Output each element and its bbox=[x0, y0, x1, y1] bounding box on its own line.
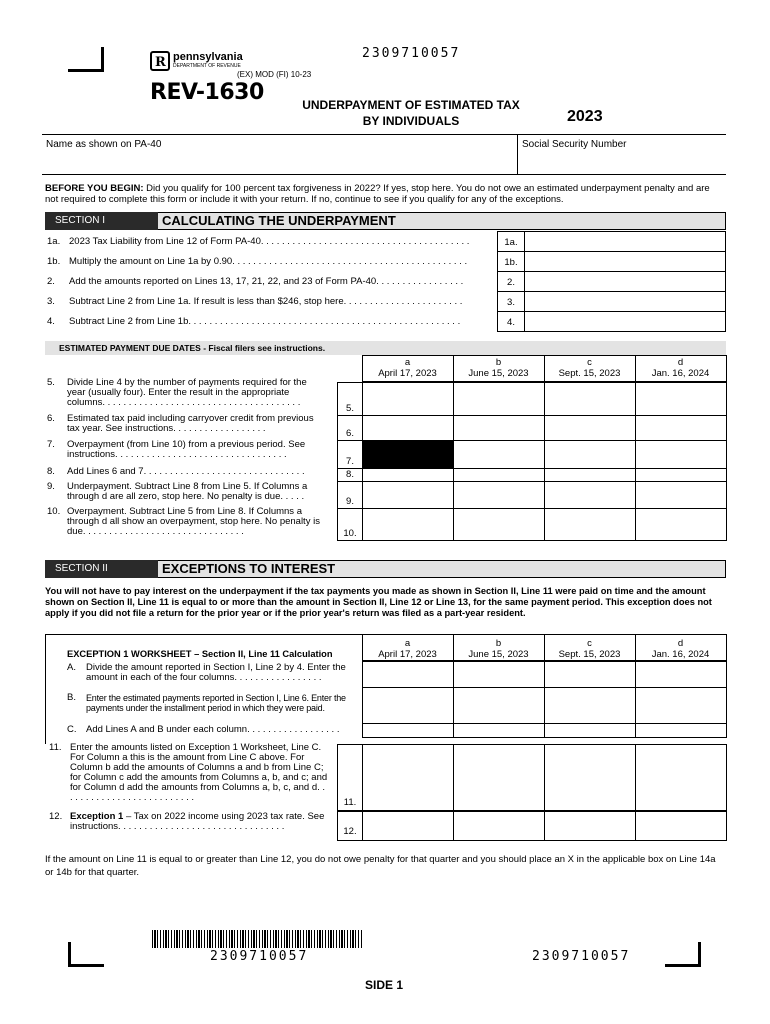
s1-row-label: 9. bbox=[346, 496, 354, 507]
s1-row-amount-input[interactable] bbox=[453, 440, 545, 469]
form-code-right: 2309710057 bbox=[532, 949, 631, 964]
s2-line-label: 12. bbox=[343, 826, 357, 837]
s1-line-num: 2. bbox=[47, 276, 55, 287]
ws-amount-input[interactable] bbox=[362, 723, 454, 738]
s1-row-num: 8. bbox=[47, 466, 55, 477]
s2-line-num: 11. bbox=[49, 742, 62, 753]
s1-col-letter: a bbox=[404, 357, 411, 368]
s1-row-amount-input[interactable] bbox=[453, 508, 545, 541]
s1-line-num: 4. bbox=[47, 316, 55, 327]
worksheet-title: EXCEPTION 1 WORKSHEET – Section II, Line 11 Calculation bbox=[67, 649, 333, 659]
s1-line-text: Subtract Line 2 from Line 1b. . . . . . . . . . . . . . . . . . . . . . . . . . . . . . . . . . . . . . . . . . . . . . . . . . . . bbox=[69, 317, 461, 327]
s1-col-date: April 17, 2023 bbox=[378, 368, 437, 379]
name-label: Name as shown on PA-40 bbox=[46, 139, 162, 150]
ws-amount-input[interactable] bbox=[362, 661, 454, 688]
s2-amount-input[interactable] bbox=[635, 810, 727, 841]
s2-col-date: Jan. 16, 2024 bbox=[651, 649, 710, 660]
s1-row-text: Divide Line 4 by the number of payments required for the year (usually four). Enter the result in the appropriate columns. . . . . . . . . . . . . . . . . . . . . . . . . . . . . . . . . . . . . . bbox=[67, 377, 307, 408]
section2-intro: You will not have to pay interest on the underpayment if the tax payments you made as shown in Section II, Line 11 were paid on time and the amount shown on Section II, Line 11 is equal to or more than the amount in Section II, Line 12 or Line 13, for the same payment period. This exception does not apply if you did not file a return for the prior year or if the prior year's return was filed as a part-year resident. bbox=[45, 586, 712, 618]
ssn-label: Social Security Number bbox=[522, 139, 627, 150]
s1-line-box-label: 1b. bbox=[504, 257, 518, 268]
s1-row-label: 8. bbox=[346, 469, 354, 480]
footer-note: If the amount on Line 11 is equal to or greater than Line 12, you do not owe penalty for that quarter and you should place an X in the applicable box on Line 14a or 14b for that quarter. bbox=[45, 854, 716, 878]
crop-mark-bottom-right bbox=[665, 942, 701, 967]
section2-tag: SECTION II bbox=[45, 560, 158, 578]
s1-col-letter: b bbox=[495, 357, 502, 368]
s1-line-num: 1a. bbox=[47, 236, 61, 247]
due-dates-header: ESTIMATED PAYMENT DUE DATES - Fiscal filers see instructions. bbox=[45, 341, 726, 355]
s1-row-amount-input[interactable] bbox=[635, 481, 727, 509]
barcode-text: 2309710057 bbox=[210, 949, 309, 964]
form-title-line1: UNDERPAYMENT OF ESTIMATED TAX bbox=[302, 98, 520, 112]
s1-row-label: 7. bbox=[346, 456, 354, 467]
ws-row-letter: A. bbox=[67, 662, 76, 673]
s2-line-text bbox=[70, 743, 328, 803]
ws-amount-input[interactable] bbox=[362, 687, 454, 724]
crop-mark-top-left bbox=[68, 47, 104, 72]
s1-line-amount-input[interactable] bbox=[524, 231, 726, 252]
s1-row-num: 10. bbox=[47, 506, 61, 517]
s1-row-amount-input[interactable] bbox=[544, 440, 636, 469]
ws-row-text: Enter the estimated payments reported in Section I, Line 6. Enter the payments under the installment period in which they were paid. bbox=[86, 693, 346, 713]
s1-row-amount-input[interactable] bbox=[453, 415, 545, 441]
s1-line-box-label: 3. bbox=[507, 297, 515, 308]
s1-line-box-label: 1a. bbox=[504, 237, 518, 248]
s2-line-body: – Tax on 2022 income using 2023 tax rate. See instructions. . . . . . . . . . . . . . . . . . . . . . . . . . . . . . . . bbox=[70, 811, 325, 832]
s1-row-num: 9. bbox=[47, 481, 55, 492]
s1-row-amount-input[interactable] bbox=[544, 415, 636, 441]
s1-row-blocked-cell bbox=[362, 440, 454, 469]
exception1-lead: Exception 1 bbox=[70, 811, 124, 822]
ws-amount-input[interactable] bbox=[544, 687, 636, 724]
s2-col-date: April 17, 2023 bbox=[378, 649, 437, 660]
s1-col-date: Sept. 15, 2023 bbox=[558, 368, 621, 379]
tax-year: 2023 bbox=[567, 108, 603, 125]
form-title-line2: BY INDIVIDUALS bbox=[362, 114, 460, 128]
s1-row-amount-input[interactable] bbox=[453, 481, 545, 509]
s1-row-amount-input[interactable] bbox=[362, 415, 454, 441]
s1-row-text: Overpayment. Subtract Line 5 from Line 8. If Columns a through d all show an overpayment, stop here. No penalty is due. . . . . . . . . . . . . . . . . . . . . . . . . . . . . . . bbox=[67, 506, 320, 537]
s1-row-label: 5. bbox=[346, 403, 354, 414]
ws-row-text: Add Lines A and B under each column. . . . . . . . . . . . . . . . . . bbox=[86, 724, 340, 735]
s1-line-amount-input[interactable] bbox=[524, 271, 726, 292]
before-text: Did you qualify for 100 percent tax forgiveness in 2022? If yes, stop here. You do not owe an estimated underpayment penalty and are not required to complete this form or include it with your return. If no, continue to see if you qualify for any of the exceptions. bbox=[45, 183, 710, 205]
s1-line-amount-input[interactable] bbox=[524, 291, 726, 312]
s1-row-label: 6. bbox=[346, 428, 354, 439]
s2-amount-input[interactable] bbox=[362, 744, 454, 812]
s1-line-text: 2023 Tax Liability from Line 12 of Form PA-40. . . . . . . . . . . . . . . . . . . . . . . . . . . . . . . . . . . . . . . . bbox=[69, 237, 470, 247]
s1-line-box-label: 2. bbox=[507, 277, 515, 288]
form-mod: (EX) MOD (FI) 10-23 bbox=[237, 70, 312, 79]
before-lead: BEFORE YOU BEGIN: bbox=[45, 183, 144, 194]
s1-row-text: Underpayment. Subtract Line 8 from Line 5. If Columns a through d are all zero, stop here. No penalty is due. . . . . bbox=[67, 481, 308, 502]
s1-row-num: 6. bbox=[47, 413, 55, 424]
s2-col-date: June 15, 2023 bbox=[468, 649, 529, 660]
before-you-begin bbox=[45, 183, 725, 205]
s2-amount-input[interactable] bbox=[635, 744, 727, 812]
form-code-top: 2309710057 bbox=[362, 46, 461, 61]
pa-revenue-logo bbox=[150, 51, 170, 71]
s2-amount-input[interactable] bbox=[453, 744, 545, 812]
s2-line-label: 11. bbox=[343, 797, 357, 808]
ws-amount-input[interactable] bbox=[453, 723, 545, 738]
s1-row-amount-input[interactable] bbox=[635, 440, 727, 469]
ws-amount-input[interactable] bbox=[635, 661, 727, 688]
s1-col-letter: c bbox=[587, 357, 592, 368]
s1-row-amount-input[interactable] bbox=[544, 468, 636, 482]
s1-line-num: 3. bbox=[47, 296, 55, 307]
s2-line-num: 12. bbox=[49, 811, 63, 822]
ws-amount-input[interactable] bbox=[453, 661, 545, 688]
agency-name: pennsylvania bbox=[173, 51, 243, 63]
ws-amount-input[interactable] bbox=[453, 687, 545, 724]
ws-row-text: Divide the amount reported in Section I, Line 2 by 4. Enter the amount in each of the four columns. . . . . . . . . . . . . . . . . bbox=[86, 662, 346, 683]
barcode bbox=[152, 930, 362, 948]
s2-col-letter: d bbox=[677, 638, 684, 649]
name-input[interactable] bbox=[44, 152, 514, 172]
s1-row-amount-input[interactable] bbox=[362, 382, 454, 416]
section2-title: EXCEPTIONS TO INTEREST bbox=[162, 561, 336, 576]
s1-row-amount-input[interactable] bbox=[635, 508, 727, 541]
section1-title: CALCULATING THE UNDERPAYMENT bbox=[162, 213, 396, 228]
s1-row-amount-input[interactable] bbox=[544, 382, 636, 416]
s1-line-text: Subtract Line 2 from Line 1a. If result is less than $246, stop here. . . . . . . . . . . . . . . . . . . . . . . bbox=[69, 297, 463, 307]
s1-line-box-label: 4. bbox=[507, 317, 515, 328]
s1-row-num: 5. bbox=[47, 377, 55, 388]
s2-col-letter: c bbox=[587, 638, 592, 649]
s1-row-amount-input[interactable] bbox=[453, 382, 545, 416]
crop-mark-bottom-left bbox=[68, 942, 104, 967]
s1-row-amount-input[interactable] bbox=[453, 468, 545, 482]
ws-row-letter: B. bbox=[67, 692, 76, 703]
s1-row-amount-input[interactable] bbox=[362, 468, 454, 482]
form-number: REV-1630 bbox=[150, 80, 264, 105]
s2-col-letter: b bbox=[495, 638, 502, 649]
s2-line-body: Enter the amounts listed on Exception 1 Worksheet, Line C. For Column a this is the amount from Line C above. For Column b add the amounts of Columns a and b from Line C; for Column c add the amounts from Columns a, b, and c; and for Column d add the amounts from Columns a, b, c, and d. . . . . . . . . . . . . . . . . . . . . . . . . . bbox=[70, 742, 328, 803]
s1-row-amount-input[interactable] bbox=[362, 481, 454, 509]
s1-col-date: Jan. 16, 2024 bbox=[651, 368, 710, 379]
svg-text:R: R bbox=[155, 55, 166, 69]
s1-row-amount-input[interactable] bbox=[362, 508, 454, 541]
ws-amount-input[interactable] bbox=[635, 687, 727, 724]
s1-row-text: Add Lines 6 and 7. . . . . . . . . . . . . . . . . . . . . . . . . . . . . . . bbox=[67, 466, 305, 477]
agency-dept: DEPARTMENT OF REVENUE bbox=[173, 63, 241, 69]
s1-col-date: June 15, 2023 bbox=[468, 368, 529, 379]
s1-row-amount-input[interactable] bbox=[635, 415, 727, 441]
s1-col-letter: d bbox=[677, 357, 684, 368]
s1-line-num: 1b. bbox=[47, 256, 61, 267]
s1-line-text: Multiply the amount on Line 1a by 0.90. . . . . . . . . . . . . . . . . . . . . . . . . . . . . . . . . . . . . . . . . . . . . bbox=[69, 257, 468, 267]
s1-row-amount-input[interactable] bbox=[635, 468, 727, 482]
s1-row-amount-input[interactable] bbox=[544, 481, 636, 509]
keystone-icon bbox=[152, 53, 168, 69]
side-label: SIDE 1 bbox=[365, 978, 404, 992]
s2-amount-input[interactable] bbox=[362, 810, 454, 841]
s2-amount-input[interactable] bbox=[544, 744, 636, 812]
s1-row-label: 10. bbox=[343, 528, 357, 539]
s1-row-text: Estimated tax paid including carryover credit from previous tax year. See instructions. . . . . . . . . . . . . . . . . . bbox=[67, 413, 314, 434]
section1-tag: SECTION I bbox=[45, 212, 158, 230]
s1-row-amount-input[interactable] bbox=[635, 382, 727, 416]
s2-amount-input[interactable] bbox=[544, 810, 636, 841]
ws-amount-input[interactable] bbox=[635, 723, 727, 738]
s2-col-date: Sept. 15, 2023 bbox=[558, 649, 621, 660]
s2-col-letter: a bbox=[404, 638, 411, 649]
ws-amount-input[interactable] bbox=[544, 661, 636, 688]
ssn-input[interactable] bbox=[520, 152, 724, 172]
ws-amount-input[interactable] bbox=[544, 723, 636, 738]
s1-row-num: 7. bbox=[47, 439, 55, 450]
s1-line-text: Add the amounts reported on Lines 13, 17, 21, 22, and 23 of Form PA-40. . . . . . . . . . . . . . . . . bbox=[69, 277, 464, 287]
s2-amount-input[interactable] bbox=[453, 810, 545, 841]
s1-row-text: Overpayment (from Line 10) from a previous period. See instructions. . . . . . . . . . . . . . . . . . . . . . . . . . . . . . . . . bbox=[67, 439, 306, 460]
s1-row-amount-input[interactable] bbox=[544, 508, 636, 541]
s2-line-text bbox=[70, 812, 328, 832]
s1-line-amount-input[interactable] bbox=[524, 251, 726, 272]
s1-line-amount-input[interactable] bbox=[524, 311, 726, 332]
ws-row-letter: C. bbox=[67, 724, 77, 735]
